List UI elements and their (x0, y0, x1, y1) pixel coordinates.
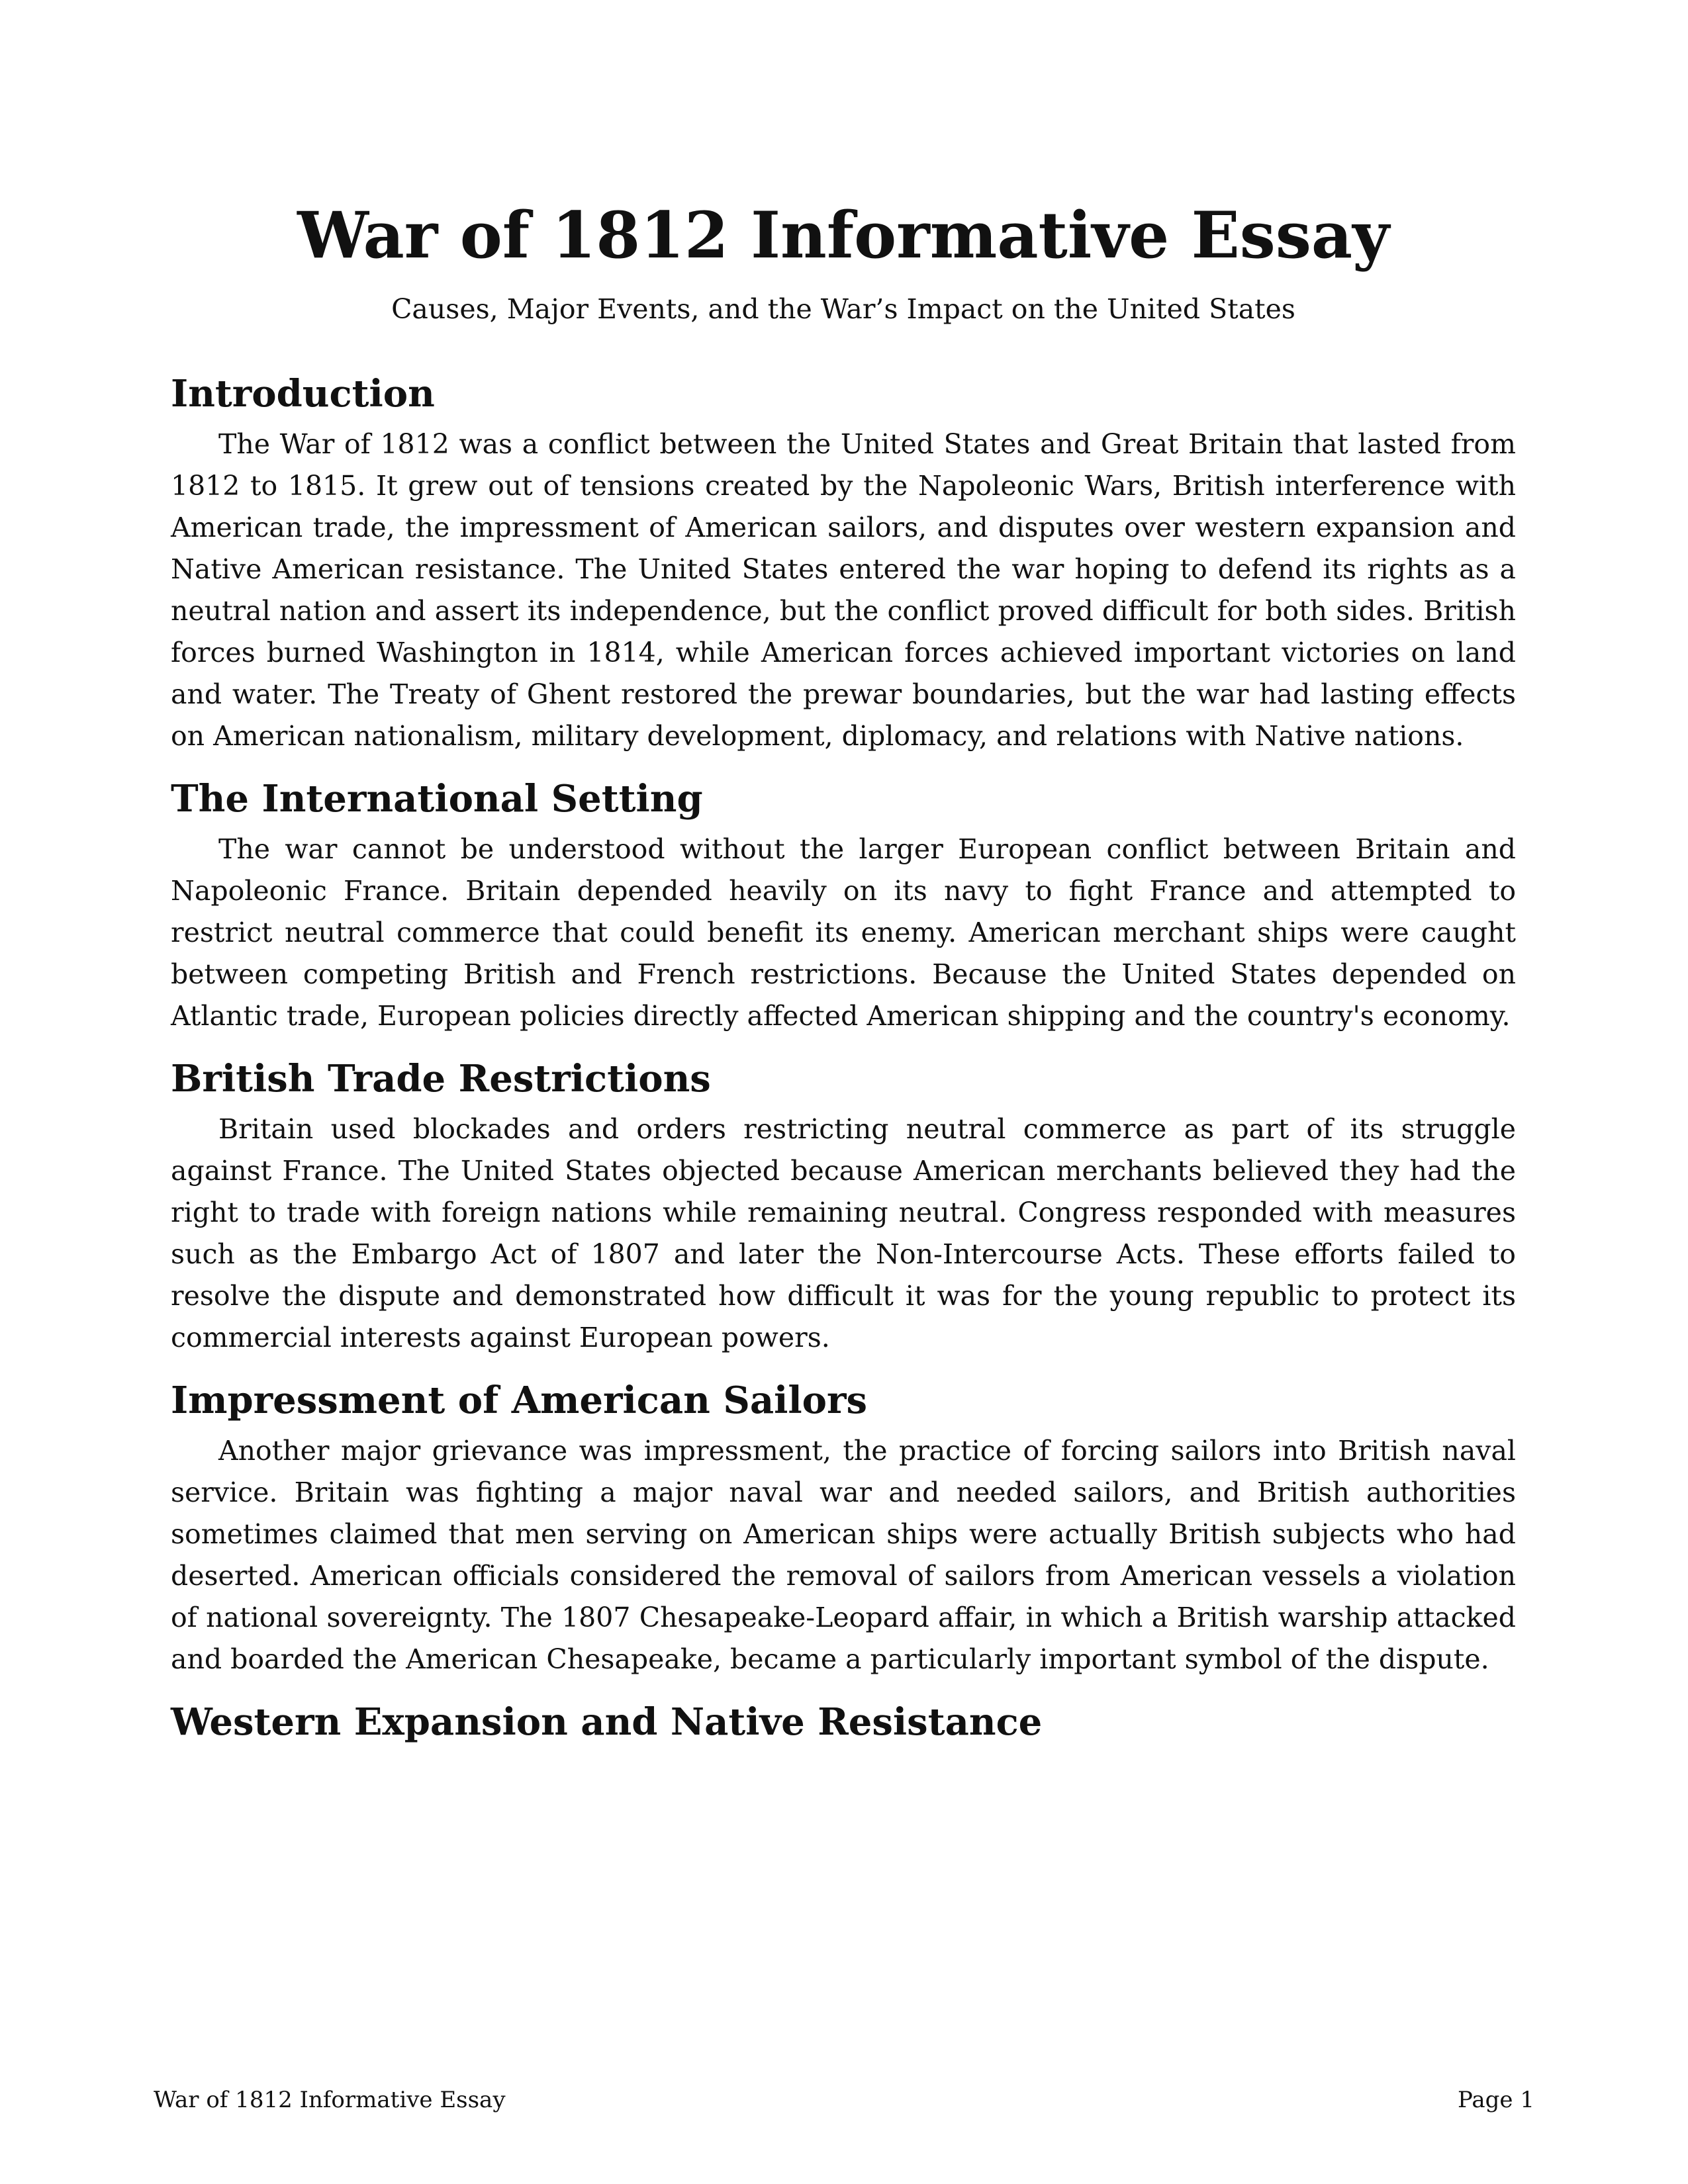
section-international-setting (171, 777, 1516, 1037)
document-subtitle: Causes, Major Events, and the War’s Impact on the United States (391, 293, 1295, 325)
document-title: War of 1812 Informative Essay (297, 198, 1389, 273)
footer-page-number: Page 1 (1458, 2087, 1534, 2113)
section-western-expansion (171, 1700, 1516, 1744)
footer-document-title: War of 1812 Informative Essay (154, 2087, 506, 2113)
section-paragraph: Another major grievance was impressment, the practice of forcing sailors into British naval service. Britain was fighting a major naval war and needed sailors, and British authorities sometimes claimed that men serving on American ships were actually British subjects who had deserted. American officials considered the removal of sailors from American vessels a violation of national sovereignty. The 1807 Chesapeake-Leopard affair, in which a British warship attacked and boarded the American Chesapeake, became a particularly important symbol of the dispute. (171, 1435, 1516, 1675)
section-heading: Introduction (171, 372, 435, 416)
document-content (171, 199, 1516, 1744)
section-heading: The International Setting (171, 777, 703, 821)
section-impressment (171, 1379, 1516, 1680)
section-paragraph: The war cannot be understood without the larger European conflict between Britain and Napoleonic France. Britain depended heavily on its navy to fight France and attempted to restrict neutral commerce that could benefit its enemy. American merchant ships were caught between competing British and French restrictions. Because the United States depended on Atlantic trade, European policies directly affected American shipping and the country's economy. (171, 833, 1516, 1032)
page-footer (154, 2087, 1534, 2113)
section-heading: Impressment of American Sailors (171, 1379, 868, 1422)
section-introduction (171, 372, 1516, 757)
section-paragraph: The War of 1812 was a conflict between the United States and Great Britain that lasted from 1812 to 1815. It grew out of tensions created by the Napoleonic Wars, British interference with American trade, the impressment of American sailors, and disputes over western expansion and Native American resistance. The United States entered the war hoping to defend its rights as a neutral nation and assert its independence, but the conflict proved difficult for both sides. British forces burned Washington in 1814, while American forces achieved important victories on land and water. The Treaty of Ghent restored the prewar boundaries, but the war had lasting effects on American nationalism, military development, diplomacy, and relations with Native nations. (171, 428, 1516, 752)
section-heading: British Trade Restrictions (171, 1057, 711, 1101)
section-paragraph: Britain used blockades and orders restricting neutral commerce as part of its struggle against France. The United States objected because American merchants believed they had the right to trade with foreign nations while remaining neutral. Congress responded with measures such as the Embargo Act of 1807 and later the Non-Intercourse Acts. These efforts failed to resolve the dispute and demonstrated how difficult it was for the young republic to protect its commercial interests against European powers. (171, 1113, 1516, 1353)
section-british-trade-restrictions (171, 1057, 1516, 1359)
section-heading: Western Expansion and Native Resistance (171, 1700, 1043, 1744)
